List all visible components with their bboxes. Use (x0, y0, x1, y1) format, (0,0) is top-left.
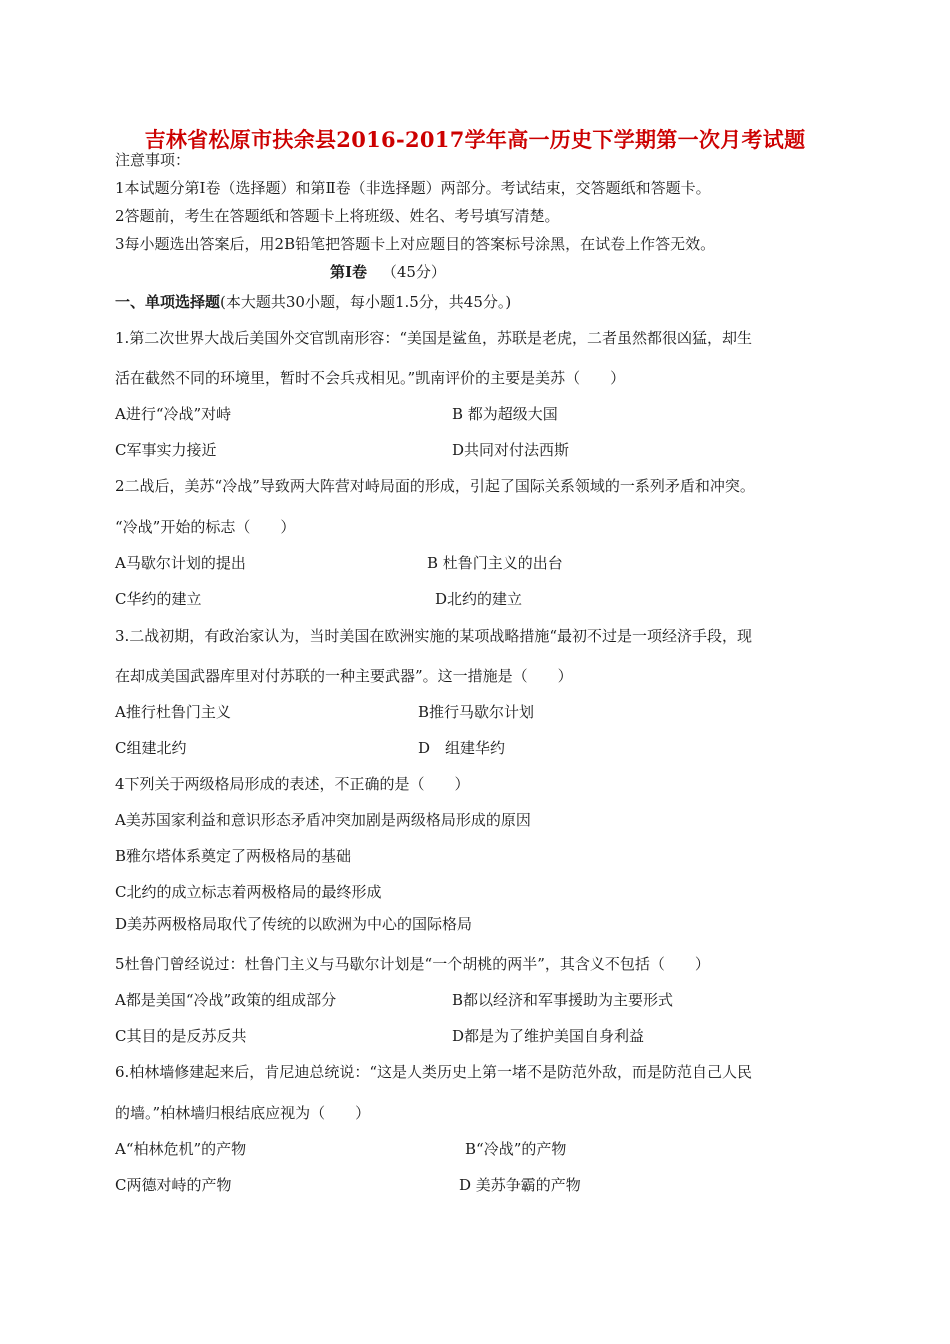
question-stem: 活在截然不同的环境里，暂时不会兵戎相见。”凯南评价的主要是美苏（ ） (115, 369, 626, 387)
option-b: B“冷战”的产物 (465, 1140, 567, 1158)
option-a: A美苏国家利益和意识形态矛盾冲突加剧是两级格局形成的原因 (115, 811, 531, 829)
part-heading (330, 262, 446, 282)
option-c: C其目的是反苏反共 (115, 1027, 247, 1045)
option-d: D美苏两极格局取代了传统的以欧洲为中心的国际格局 (115, 915, 473, 933)
part-label: 第Ⅰ卷 (330, 263, 368, 281)
option-c: C军事实力接近 (115, 441, 217, 459)
option-d: D北约的建立 (435, 590, 523, 608)
section-title: 一、单项选择题 (115, 293, 221, 311)
option-a: A进行“冷战”对峙 (115, 405, 232, 423)
option-d: D共同对付法西斯 (452, 441, 570, 459)
option-b: B都以经济和军事援助为主要形式 (452, 991, 674, 1009)
question-stem: 的墙。”柏林墙归根结底应视为（ ） (115, 1104, 371, 1122)
option-a: A马歇尔计划的提出 (115, 554, 246, 572)
option-a: A都是美国“冷战”政策的组成部分 (115, 991, 337, 1009)
question-stem: 4下列关于两级格局形成的表述，不正确的是（ ） (115, 775, 470, 793)
option-c: C北约的成立标志着两极格局的最终形成 (115, 883, 382, 901)
option-b: B推行马歇尔计划 (418, 703, 535, 721)
option-c: C组建北约 (115, 739, 187, 757)
question-stem: 2二战后，美苏“冷战”导致两大阵营对峙局面的形成，引起了国际关系领域的一系列矛盾和冲突。 (115, 477, 755, 495)
exam-title: 吉林省松原市扶余县2016-2017学年高一历史下学期第一次月考试题 (144, 127, 806, 152)
option-a: A推行杜鲁门主义 (115, 703, 231, 721)
question-stem: 3.二战初期，有政治家认为，当时美国在欧洲实施的某项战略措施“最初不过是一项经济手段，现 (115, 627, 752, 645)
question-stem: 1.第二次世界大战后美国外交官凯南形容：“美国是鲨鱼，苏联是老虎，二者虽然都很凶猛，却生 (115, 329, 752, 347)
option-b: B 杜鲁门主义的出台 (427, 554, 563, 572)
option-c: C华约的建立 (115, 590, 202, 608)
option-b: B雅尔塔体系奠定了两极格局的基础 (115, 847, 352, 865)
option-a: A“柏林危机”的产物 (115, 1140, 247, 1158)
option-d: D 美苏争霸的产物 (459, 1176, 581, 1194)
notice-heading: 注意事项： (115, 151, 191, 169)
question-stem: “冷战”开始的标志（ ） (115, 518, 296, 536)
question-stem: 在却成美国武器库里对付苏联的一种主要武器”。这一措施是（ ） (115, 667, 573, 685)
question-stem: 6.柏林墙修建起来后，肯尼迪总统说：“这是人类历史上第一堵不是防范外敌，而是防范自己人民 (115, 1063, 752, 1081)
notice-item: 2答题前，考生在答题纸和答题卡上将班级、姓名、考号填写清楚。 (115, 207, 560, 225)
option-d: D 组建华约 (418, 739, 506, 757)
section-heading (115, 292, 511, 312)
option-c: C两德对峙的产物 (115, 1176, 232, 1194)
section-desc: (本大题共30小题，每小题1.5分，共45分。) (220, 293, 512, 311)
notice-item: 3每小题选出答案后，用2B铅笔把答题卡上对应题目的答案标号涂黑，在试卷上作答无效。 (115, 235, 716, 253)
option-b: B 都为超级大国 (452, 405, 558, 423)
notice-item: 1本试题分第Ⅰ卷（选择题）和第Ⅱ卷（非选择题）两部分。考试结束，交答题纸和答题卡。 (115, 179, 711, 197)
part-score: （45分） (381, 263, 446, 281)
question-stem: 5杜鲁门曾经说过：杜鲁门主义与马歇尔计划是“一个胡桃的两半”，其含义不包括（ ） (115, 955, 710, 973)
option-d: D都是为了维护美国自身利益 (452, 1027, 645, 1045)
